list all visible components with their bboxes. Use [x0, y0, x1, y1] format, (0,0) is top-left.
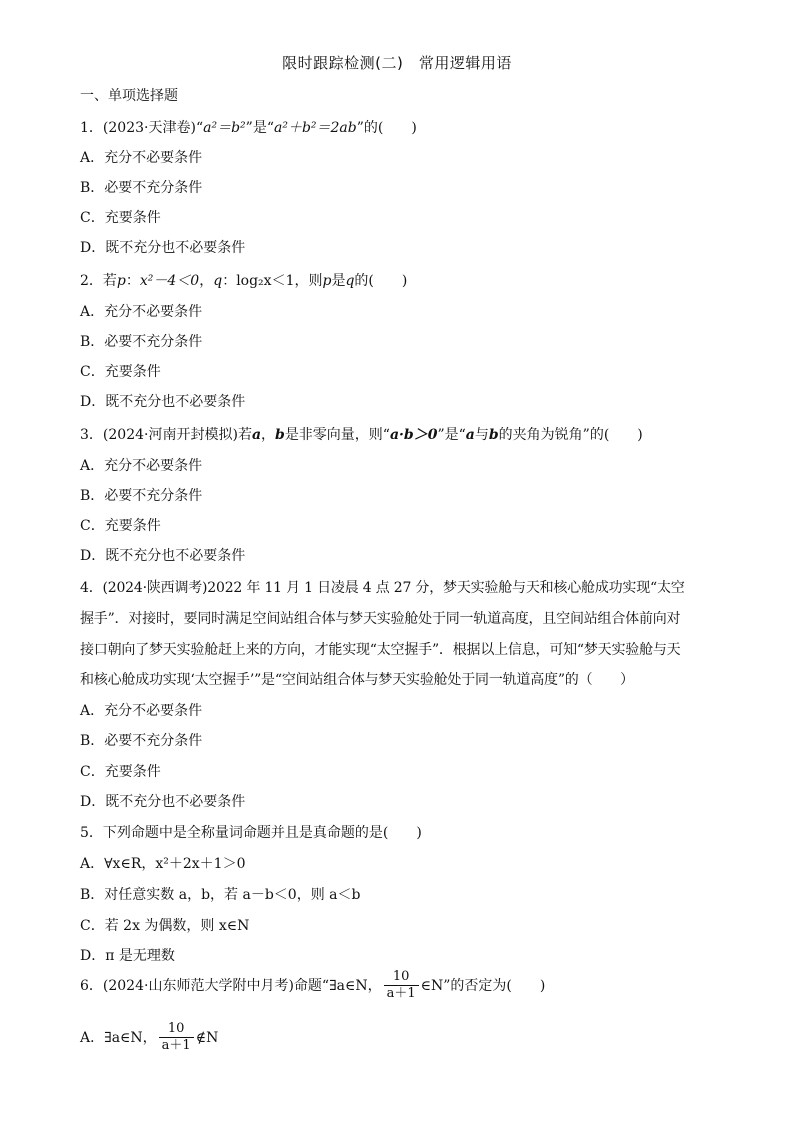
question-2: 2．若p：x²－4＜0，q：log₂x＜1，则p是q的( ) — [80, 273, 408, 289]
question-4-line-3: 接口朝向了梦天实验舱赶上来的方向，才能实现“太空握手”．根据以上信息，可知“梦天实验舱与天 — [80, 642, 681, 658]
q5-option-a: A．∀x∈R，x²＋2x＋1＞0 — [80, 856, 246, 872]
question-5: 5．下列命题中是全称量词命题并且是真命题的是( ) — [80, 825, 422, 841]
q1-option-c: C．充要条件 — [80, 210, 161, 226]
q6-option-a: A．∃a∈N， $\frac{10}{a+1}$ ∉N — [80, 1021, 219, 1054]
q4-option-d: D．既不充分也不必要条件 — [80, 794, 246, 810]
q2-option-d: D．既不充分也不必要条件 — [80, 394, 246, 410]
q4-option-b: B．必要不充分条件 — [80, 733, 203, 749]
q3-option-c: C．充要条件 — [80, 518, 161, 534]
question-4-line-1: 4．(2024·陕西调考)2022 年 11 月 1 日凌晨 4 点 27 分，梦天实验舱与天和核心舱成功实现“太空 — [80, 580, 685, 596]
q3-option-b: B．必要不充分条件 — [80, 488, 203, 504]
q5-option-d: D．π 是无理数 — [80, 948, 175, 964]
question-4-line-2: 握手”．对接时，要同时满足空间站组合体与梦天实验舱处于同一轨道高度，且空间站组合体前向对 — [80, 611, 681, 627]
q4-option-c: C．充要条件 — [80, 764, 161, 780]
q4-option-a: A．充分不必要条件 — [80, 703, 203, 719]
question-4-line-4: 和核心舱成功实现‘太空握手’”是“空间站组合体与梦天实验舱处于同一轨道高度”的（ ） — [80, 672, 634, 688]
q1-option-d: D．既不充分也不必要条件 — [80, 240, 246, 256]
question-3: 3．(2024·河南开封模拟)若a，b是非零向量，则“a·b＞0”是“a与b的夹角为锐角”的( ) — [80, 427, 643, 443]
fraction: $\frac{10}{a+1}$ — [384, 970, 419, 1002]
page-title: 限时跟踪检测(二) 常用逻辑用语 — [282, 54, 512, 72]
fraction: $\frac{10}{a+1}$ — [159, 1022, 194, 1054]
q5-option-c: C．若 2x 为偶数，则 x∈N — [80, 918, 250, 934]
q2-option-b: B．必要不充分条件 — [80, 334, 203, 350]
question-6: 6．(2024·山东师范大学附中月考)命题“∃a∈N， $\frac{10}{a+1}$ ∈N”的否定为( ) — [80, 969, 546, 1002]
q5-option-b: B．对任意实数 a，b，若 a－b＜0，则 a＜b — [80, 887, 361, 903]
section-heading: 一、单项选择题 — [80, 88, 178, 104]
q1-option-a: A．充分不必要条件 — [80, 150, 203, 166]
q1-option-b: B．必要不充分条件 — [80, 180, 203, 196]
q2-option-a: A．充分不必要条件 — [80, 304, 203, 320]
q3-option-d: D．既不充分也不必要条件 — [80, 548, 246, 564]
q3-option-a: A．充分不必要条件 — [80, 458, 203, 474]
question-1: 1．(2023·天津卷)“a²＝b²”是“a²＋b²＝2ab”的( ) — [80, 120, 417, 136]
q2-option-c: C．充要条件 — [80, 364, 161, 380]
